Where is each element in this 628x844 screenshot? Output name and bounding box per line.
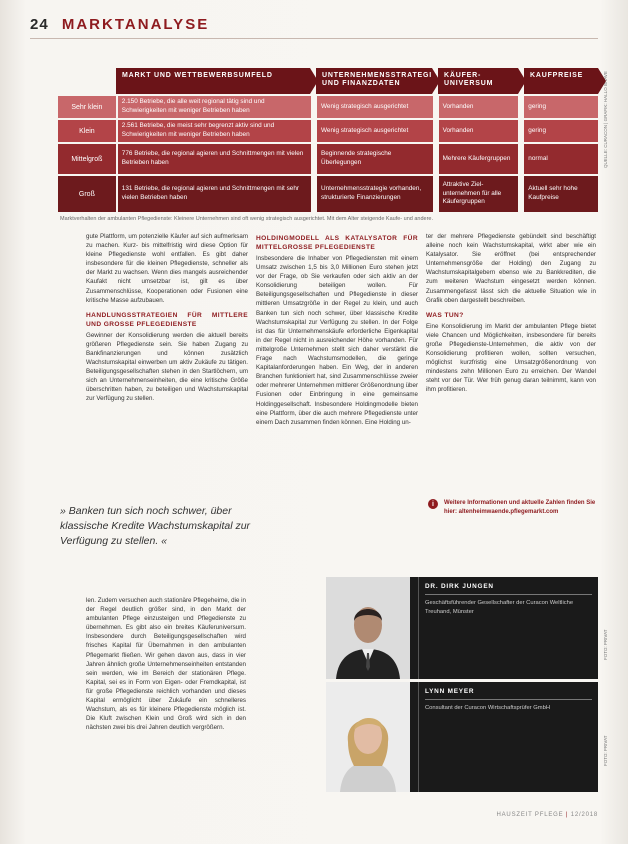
table-cell: Wenig strategisch ausgerichtet xyxy=(317,96,433,118)
column-header: UNTERNEHMENSSTRATEGIE UND FINANZDATEN xyxy=(316,68,432,94)
column-header: KAUFPREISE xyxy=(524,68,598,94)
header-divider xyxy=(30,38,598,39)
market-table xyxy=(58,68,598,212)
paragraph: ter der mehrere Pflegedienste gebündelt sind beschäftigt alleine noch kein Wachstumskapital, wirkt aber wie ein Katalysator. Sie eröffnet (bei entsprechender Unternehmensgröße der Holding) den Zugang zu Wachstumskapitalgebern ebenso wie zu Bankkrediten, die zum weiteren Wachstum eingesetzt werden können. Zusammengefasst lässt sich die aktuelle Situation wie in Grafik oben dargestellt beschreiben. xyxy=(426,233,596,304)
paragraph: Insbesondere die Inhaber von Pflegediensten mit einem Umsatz zwischen 1,5 bis 3,0 Millionen Euro stehen jetzt vor der Frage, ob Sie verkaufen oder sich aktiv an der Konsolidierung beteiligen wollen. Für Beteiligungsgesellschaften und Pflegedienste in dieser mittleren Umsatzgröße in der Regel zu klein, und auch Banken tun sich noch schwer, über klassische Kredite Wachstumskapital zur Verfügung zu stellen. In der Folge ist das für Unternehmenskäufe erforderliche Eigenkapital in der Regel nicht in ausreichender Höhe vorhanden. Für mittelgroße Unternehmen stellt sich daher verstärkt die Frage nach Wachstumsmodellen, die geringe Kapitalanforderungen haben. Ein Weg, der in anderen Branchen funktioniert hat, sind Zusammenschlüsse zweier oder mehrerer Unternehmen mittlerer Größenordnung über Fusionen oder Einbringung in eine gemeinsame Holdinggesellschaft. Insbesondere Holdingmodelle bieten eine Plattform, über die auch mehrere Pflegedienste unter einem Dach zusammen finden können. Eine Holding un- xyxy=(256,255,418,426)
table-caption: Marktverhalten der ambulanten Pflegedienste: Kleinere Unternehmen sind oft wenig strategisch ausgerichtet. Mit dem Alter steigende Kaufe- und andere. xyxy=(60,216,433,222)
table-credit: QUELLE: CURACON | GRAFIK: HALLO BRAVE xyxy=(603,71,608,168)
table-cell: Unternehmensstrategie vorhanden, strukturierte Finanzierungen xyxy=(317,176,433,212)
paragraph: len. Zudem versuchen auch stationäre Pflegeheime, die in der Regel deutlich größer sind, in den Markt der ambulanten Pflege einzusteigen und Pflegedienste zu übernehmen. Es gibt also ein breites Käuferuniversum. Insbesondere durch Beteiligungsgesellschaften wird frisches Kapital für Übernahmen in den ambulanten Pflegemarkt fließen. Wir gehen davon aus, dass in vier Jahren ähnlich große Unternehmenseinheiten entstanden sein werden, wie im Bereich der stationären Pflege. Kapital, sei es in Form von Eigen- oder Fremdkapital, ist für große Pflegedienste reichlich vorhanden und dieses Kapital ermöglicht über Zukäufe ein schnelleres Wachstum, als es für kleinere Pflegedienste möglich ist. Die Kluft zwischen Klein und Groß wird sich in den nächsten zwei bis drei Jahren deutlich vergrößern. xyxy=(86,597,246,732)
section-title: MARKTANALYSE xyxy=(61,16,210,33)
issue-number: 12/2018 xyxy=(570,812,598,818)
info-icon: i xyxy=(428,499,438,509)
subheading: HOLDINGMODELL ALS KATALYSATOR FÜR MITTELGROSSE PFLEGEDIENSTE xyxy=(256,235,418,251)
table-cell: gering xyxy=(524,120,598,142)
row-label: Sehr klein xyxy=(58,96,116,118)
page-footer: HAUSZEIT PFLEGE | 12/2018 xyxy=(496,812,598,818)
page-header xyxy=(30,16,209,33)
author-role: Consultant der Curacon Wirtschaftsprüfer GmbH xyxy=(425,705,551,711)
author-name: DR. DIRK JUNGEN xyxy=(425,583,592,595)
photo-credit: FOTO: PRIVAT xyxy=(603,629,608,660)
table-cell: 776 Betriebe, die regional agieren und Schnittmengen mit vielen Betrieben haben xyxy=(118,144,311,174)
text-column-a xyxy=(86,232,248,410)
paragraph: Gewinner der Konsolidierung werden die aktuell bereits größeren Pflegedienste sein. Sie haben Zugang zu Bankfinanzierungen und können zusätzlich Wachstumskapital einwerben um aktiv Zukäufe zu tätigen. Beteiligungsgesellschaften stehen in den Startlöchern, um sich an Unternehmenseinheiten, die eine kritische Größe überschritten haben, zu beteiligen und Wachstumskapital zur Verfügung zu stellen. xyxy=(86,331,248,403)
table-row xyxy=(58,176,598,212)
text-column-d xyxy=(86,596,246,738)
table-cell: Beginnende strategische Überlegungen xyxy=(317,144,433,174)
column-header: KÄUFER-UNIVERSUM xyxy=(438,68,518,94)
row-label: Groß xyxy=(58,176,116,212)
table-cell: Attraktive Ziel-unternehmen für alle Käufergruppen xyxy=(439,176,519,212)
subheading: HANDLUNGSSTRATEGIEN FÜR MITTLERE UND GROSSE PFLEGEDIENSTE xyxy=(86,311,248,328)
table-cell: 131 Betriebe, die regional agieren und Schnittmengen mit sehr vielen Betrieben haben xyxy=(118,176,311,212)
info-box xyxy=(428,499,598,517)
text-column-b xyxy=(256,232,418,433)
table-cell: Vorhanden xyxy=(439,96,519,118)
photo-credit: FOTO: PRIVAT xyxy=(603,735,608,766)
table-cell: 2.150 Betriebe, die alle weit regional tätig sind und Schwierigkeiten mit weniger Betrieben haben xyxy=(118,96,311,118)
row-label: Mittelgroß xyxy=(58,144,116,174)
author-card xyxy=(326,577,598,679)
magazine-name: HAUSZEIT PFLEGE xyxy=(496,812,564,818)
row-label: Klein xyxy=(58,120,116,142)
table-cell: 2.561 Betriebe, die meist sehr begrenzt aktiv sind und Schwierigkeiten mit weniger Betrieben haben xyxy=(118,120,311,142)
paragraph: Eine Konsolidierung im Markt der ambulanten Pflege bietet viele Chancen und Möglichkeiten, insbesondere für bereits große Pflegedienste-Unternehmen, die aktiv von der Konsolidierung profitieren wollen, sollten versuchen, möglichst kurzfristig eine Umsatzgrößenordnung von mindestens zehn Millionen Euro zu erreichen. Der Wandel steht vor der Tür. Wer früh genug daran teilnimmt, kann von ihm profitieren. xyxy=(426,322,596,394)
text-column-c xyxy=(426,232,596,401)
portrait-photo xyxy=(326,682,410,792)
table-row xyxy=(58,96,598,118)
portrait-photo xyxy=(326,577,410,679)
page-number: 24 xyxy=(30,16,49,33)
column-header: MARKT UND WETTBEWERBSUMFELD xyxy=(116,68,310,94)
table-cell: Vorhanden xyxy=(439,120,519,142)
man-portrait-icon xyxy=(326,577,410,679)
table-cell: gering xyxy=(524,96,598,118)
author-role: Geschäftsführender Gesellschafter der Curacon Weltliche Treuhand, Münster xyxy=(425,600,574,615)
author-info xyxy=(418,682,598,792)
table-row xyxy=(58,120,598,142)
table-cell: Wenig strategisch ausgerichtet xyxy=(317,120,433,142)
pull-quote: » Banken tun sich noch schwer, über klassische Kredite Wachstumskapital zur Verfügung zu stellen. « xyxy=(60,505,251,547)
woman-portrait-icon xyxy=(326,682,410,792)
author-name: LYNN MEYER xyxy=(425,688,592,700)
table-cell: Aktuell sehr hohe Kaufpreise xyxy=(524,176,598,212)
paragraph: gute Plattform, um potenzielle Käufer auf sich aufmerksam zu machen. Kurz- bis mittelfristig wird diese Option für kleine Pflegedienste wohl entfallen. Es gibt daher insbesondere für die kleinen Pflegedienste, schneller als der Markt zu wachsen. Wenn dies mangels ausreichender Kaufakt nicht umsetzbar ist, gilt es über Zusammenschlüsse, Kooperationen oder Fusionen eine kritische Masse aufzubauen. xyxy=(86,233,248,304)
info-text[interactable]: Weitere Informationen und aktuelle Zahlen finden Sie hier: altenheimwaende.pflegemarkt.com xyxy=(444,500,596,515)
table-cell: Mehrere Käufergruppen xyxy=(439,144,519,174)
table-row xyxy=(58,144,598,174)
subheading: WAS TUN? xyxy=(426,311,464,319)
table-corner xyxy=(58,68,116,94)
table-header xyxy=(58,68,598,94)
author-info xyxy=(418,577,598,679)
author-card xyxy=(326,682,598,792)
table-cell: normal xyxy=(524,144,598,174)
